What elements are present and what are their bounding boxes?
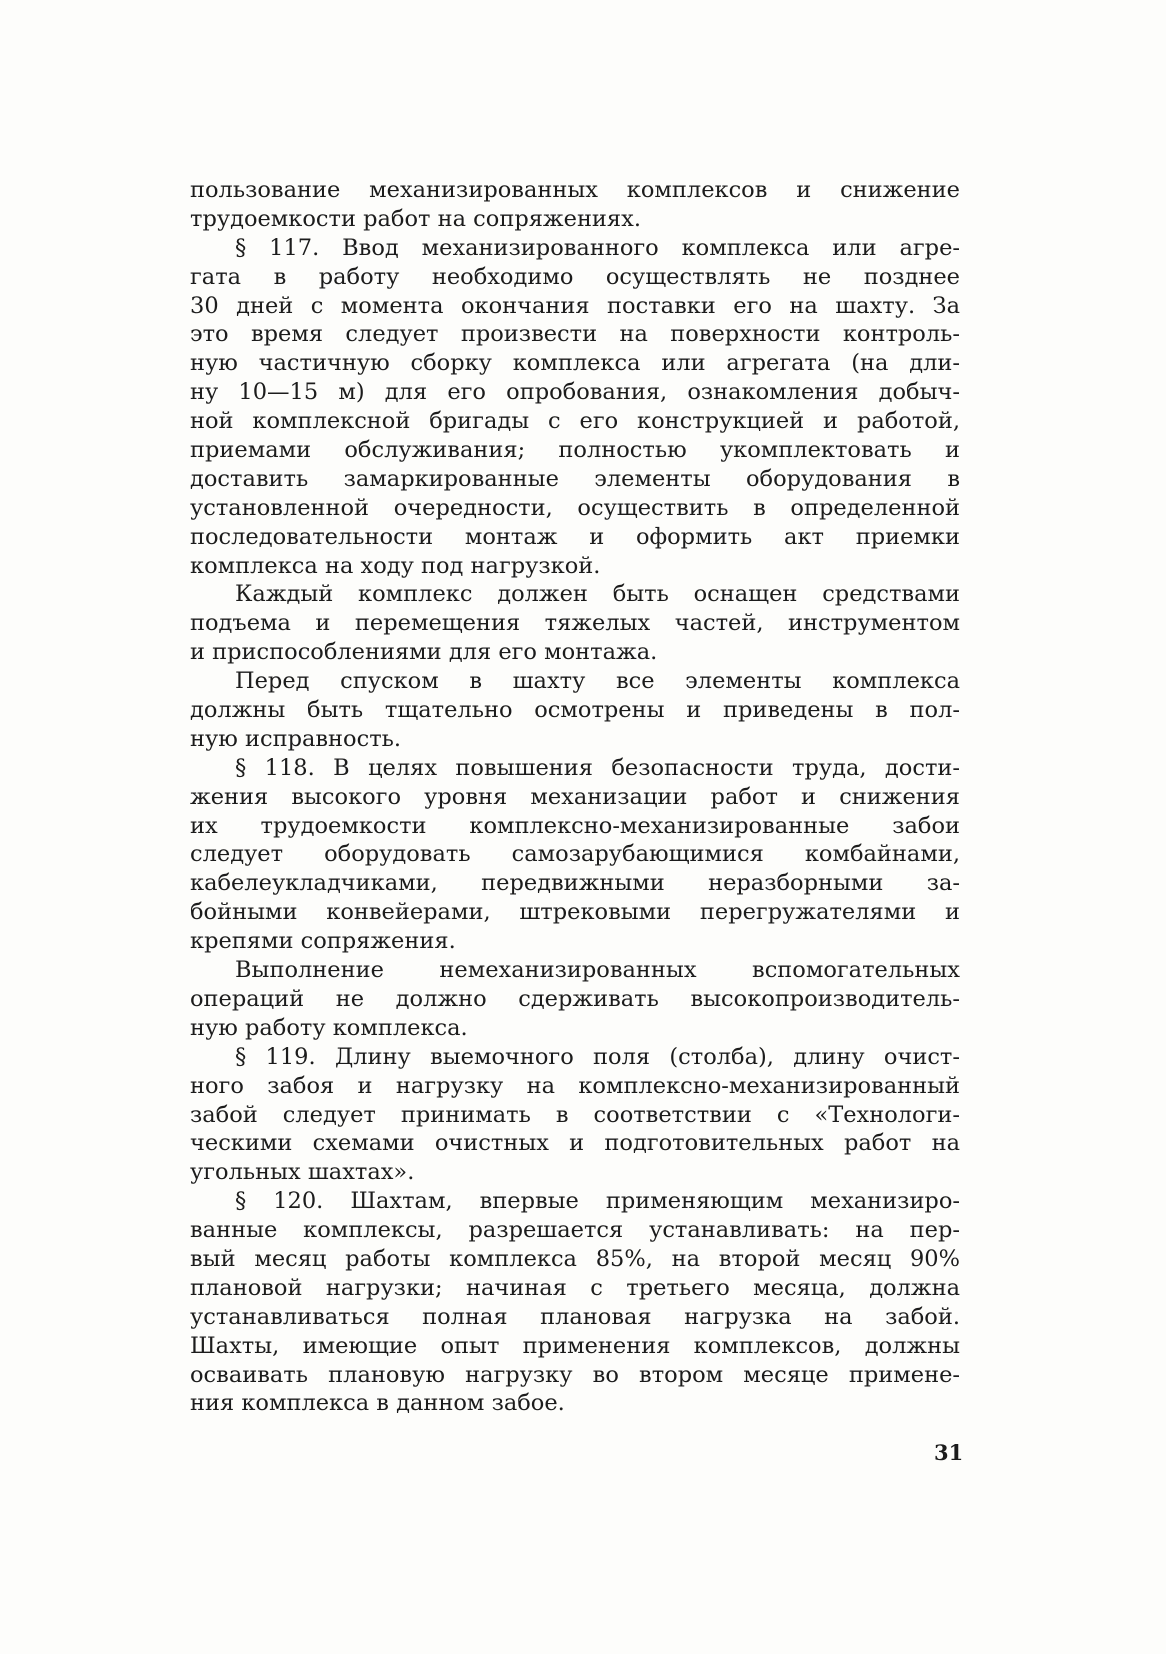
text-line: ную работу комплекса. bbox=[190, 1014, 468, 1041]
text-line: гата в работу необходимо осуществлять не позднее bbox=[190, 263, 960, 290]
text-line: ной комплексной бригады с его конструкцией и работой, bbox=[190, 408, 960, 435]
page-number: 31 bbox=[934, 1440, 964, 1465]
text-line: угольных шахтах». bbox=[190, 1159, 415, 1186]
text-line: операций не должно сдерживать высокопроизводитель- bbox=[190, 985, 960, 1012]
text-line: последовательности монтаж и оформить акт приемки bbox=[190, 523, 960, 550]
text-line: крепями сопряжения. bbox=[190, 928, 456, 955]
text-line: должны быть тщательно осмотрены и приведены в пол- bbox=[190, 697, 960, 724]
text-line: § 117. Ввод механизированного комплекса или агре- bbox=[235, 234, 960, 261]
text-line: доставить замаркированные элементы оборудования в bbox=[190, 465, 960, 492]
text-line: приемами обслуживания; полностью укомплектовать и bbox=[190, 437, 960, 464]
text-line: ную исправность. bbox=[190, 725, 402, 752]
text-line: следует оборудовать самозарубающимися комбайнами, bbox=[190, 841, 960, 868]
text-line: установленной очередности, осуществить в определенной bbox=[190, 494, 960, 521]
text-line: Перед спуском в шахту все элементы комплекса bbox=[235, 668, 960, 695]
text-line: § 120. Шахтам, впервые применяющим механизиро- bbox=[235, 1188, 960, 1215]
text-line: ческими схемами очистных и подготовительных работ на bbox=[190, 1130, 960, 1157]
text-line: жения высокого уровня механизации работ и снижения bbox=[190, 783, 960, 810]
text-line: кабелеукладчиками, передвижными неразборными за- bbox=[190, 870, 960, 897]
text-line: 30 дней с момента окончания поставки его на шахту. За bbox=[190, 292, 960, 319]
text-line: бойными конвейерами, штрековыми перегружателями и bbox=[190, 899, 960, 926]
text-line: комплекса на ходу под нагрузкой. bbox=[190, 552, 601, 579]
text-line: § 119. Длину выемочного поля (столба), длину очист- bbox=[235, 1043, 960, 1070]
text-line: Выполнение немеханизированных вспомогательных bbox=[235, 957, 960, 984]
text-line: ванные комплексы, разрешается устанавливать: на пер- bbox=[190, 1217, 960, 1244]
text-line: осваивать плановую нагрузку во втором месяце примене- bbox=[190, 1361, 960, 1388]
text-line: их трудоемкости комплексно-механизированные забои bbox=[190, 812, 960, 839]
text-line: ную частичную сборку комплекса или агрегата (на дли- bbox=[190, 350, 960, 377]
text-line: пользование механизированных комплексов и снижение bbox=[190, 177, 960, 203]
text-line: это время следует произвести на поверхности контроль- bbox=[190, 321, 960, 348]
text-line: ного забоя и нагрузку на комплексно-механизированный bbox=[190, 1072, 960, 1099]
text-line: ну 10—15 м) для его опробования, ознакомления добыч- bbox=[190, 379, 960, 406]
body-text bbox=[190, 176, 960, 1418]
text-line: подъема и перемещения тяжелых частей, инструментом bbox=[190, 610, 960, 637]
text-line: Каждый комплекс должен быть оснащен средствами bbox=[235, 581, 960, 608]
text-line: § 118. В целях повышения безопасности труда, дости- bbox=[235, 754, 960, 781]
text-line: забой следует принимать в соответствии с «Технологи- bbox=[190, 1101, 960, 1128]
text-line: плановой нагрузки; начиная с третьего месяца, должна bbox=[190, 1274, 960, 1301]
text-line: ния комплекса в данном забое. bbox=[190, 1390, 565, 1417]
text-line: устанавливаться полная плановая нагрузка на забой. bbox=[190, 1303, 960, 1330]
text-line: вый месяц работы комплекса 85%, на второй месяц 90% bbox=[190, 1245, 960, 1272]
text-line: трудоемкости работ на сопряжениях. bbox=[190, 205, 641, 232]
text-line: Шахты, имеющие опыт применения комплексов, должны bbox=[190, 1332, 960, 1359]
text-line: и приспособлениями для его монтажа. bbox=[190, 639, 658, 666]
